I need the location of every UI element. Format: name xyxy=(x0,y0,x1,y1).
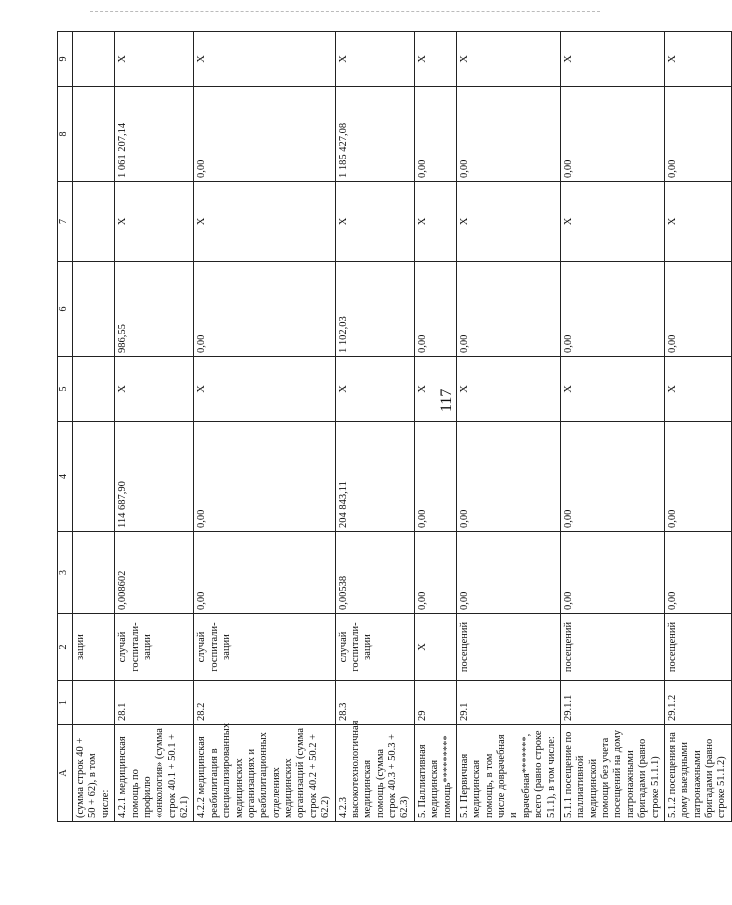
col5-cell: X xyxy=(194,357,335,422)
header-cell: 8 xyxy=(58,87,73,182)
col6-cell: 0,00 xyxy=(560,262,664,357)
row-number-cell: 29.1 xyxy=(456,681,560,725)
col5-cell: X xyxy=(456,357,560,422)
page-number: 117 xyxy=(438,388,455,412)
row-number-cell: 28.2 xyxy=(194,681,335,725)
col7-cell: X xyxy=(414,182,456,262)
header-cell: 9 xyxy=(58,32,73,87)
rotated-table-container xyxy=(57,32,728,822)
row-name-cell: 4.2.1 медицинская помощь по профилю «онкология» (сумма строк 40.1 + 50.1 + 62.1) xyxy=(115,725,194,822)
col9-cell: X xyxy=(664,32,731,87)
table-row xyxy=(194,32,335,822)
col9-cell: X xyxy=(115,32,194,87)
cost-cell: 0,00 xyxy=(456,422,560,532)
col6-cell: 0,00 xyxy=(664,262,731,357)
table-row xyxy=(456,32,560,822)
table-row xyxy=(335,32,414,822)
row-name-cell: 5.1 Первичная медицинская помощь, в том числе доврачебная и врачебная*******, всего (равно строке 51.1), в том числе: xyxy=(456,725,560,822)
cost-cell xyxy=(73,422,115,532)
row-name-cell: 4.2.2 медицинская реабилитация в специализированных медицинских организациях и реабилитационных отделениях медицинских организаций (сумма строк 40.2 + 50.2 + 62.2) xyxy=(194,725,335,822)
col6-cell: 986,55 xyxy=(115,262,194,357)
col5-cell: X xyxy=(664,357,731,422)
header-cell: 1 xyxy=(58,681,73,725)
table-row xyxy=(664,32,731,822)
col8-cell: 0,00 xyxy=(456,87,560,182)
col7-cell: X xyxy=(194,182,335,262)
table-row xyxy=(115,32,194,822)
col8-cell: 1 185 427,08 xyxy=(335,87,414,182)
col6-cell xyxy=(73,262,115,357)
unit-cell: посещений xyxy=(560,614,664,681)
table-row xyxy=(560,32,664,822)
row-number-cell: 28.1 xyxy=(115,681,194,725)
cost-cell: 204 843,11 xyxy=(335,422,414,532)
col9-cell: X xyxy=(560,32,664,87)
col6-cell: 1 102,03 xyxy=(335,262,414,357)
table-header-row xyxy=(58,32,73,822)
unit-cell: случай госпитали-зации xyxy=(115,614,194,681)
col7-cell xyxy=(73,182,115,262)
col6-cell: 0,00 xyxy=(194,262,335,357)
row-name-cell: 5.1.2 посещения на дому выездными патронажными бригадами (равно строке 51.1.2) xyxy=(664,725,731,822)
col7-cell: X xyxy=(335,182,414,262)
header-cell: 7 xyxy=(58,182,73,262)
col5-cell: X xyxy=(115,357,194,422)
col8-cell: 0,00 xyxy=(560,87,664,182)
coef-cell: 0,00 xyxy=(456,532,560,614)
row-number-cell: 29.1.1 xyxy=(560,681,664,725)
header-cell: 5 xyxy=(58,357,73,422)
row-name-cell: 5. Паллиативная медицинская помощь********* xyxy=(414,725,456,822)
row-number-cell: 28.3 xyxy=(335,681,414,725)
col9-cell: X xyxy=(335,32,414,87)
cost-cell: 114 687,90 xyxy=(115,422,194,532)
coef-cell: 0,00538 xyxy=(335,532,414,614)
table-row xyxy=(414,32,456,822)
col9-cell: X xyxy=(456,32,560,87)
header-cell: 3 xyxy=(58,532,73,614)
unit-cell: случай госпитали-зации xyxy=(194,614,335,681)
unit-cell: случай госпитали-зации xyxy=(335,614,414,681)
unit-cell: зации xyxy=(73,614,115,681)
row-number-cell: 29 xyxy=(414,681,456,725)
unit-cell: X xyxy=(414,614,456,681)
unit-cell: посещений xyxy=(664,614,731,681)
col8-cell: 0,00 xyxy=(414,87,456,182)
header-cell: 4 xyxy=(58,422,73,532)
col9-cell: X xyxy=(194,32,335,87)
col7-cell: X xyxy=(456,182,560,262)
data-table xyxy=(57,31,732,822)
col9-cell xyxy=(73,32,115,87)
col5-cell: X xyxy=(414,357,456,422)
header-cell: A xyxy=(58,725,73,822)
coef-cell: 0,00 xyxy=(414,532,456,614)
col6-cell: 0,00 xyxy=(456,262,560,357)
col5-cell: X xyxy=(335,357,414,422)
row-number-cell: 29.1.2 xyxy=(664,681,731,725)
cost-cell: 0,00 xyxy=(664,422,731,532)
row-number-cell xyxy=(73,681,115,725)
cost-cell: 0,00 xyxy=(414,422,456,532)
scan-artifact-line xyxy=(90,11,600,12)
coef-cell xyxy=(73,532,115,614)
coef-cell: 0,00 xyxy=(560,532,664,614)
unit-cell: посещений xyxy=(456,614,560,681)
cost-cell: 0,00 xyxy=(560,422,664,532)
table-body xyxy=(58,32,732,822)
col8-cell: 0,00 xyxy=(194,87,335,182)
col8-cell: 1 061 207,14 xyxy=(115,87,194,182)
col7-cell: X xyxy=(560,182,664,262)
row-name-cell: 4.2.3 высокотехнологичная медицинская помощь (сумма строк 40.3 + 50.3 + 62.3) xyxy=(335,725,414,822)
coef-cell: 0,00 xyxy=(664,532,731,614)
col6-cell: 0,00 xyxy=(414,262,456,357)
col7-cell: X xyxy=(115,182,194,262)
row-name-cell: 5.1.1 посещение по паллиативной медицинской помощи без учета посещений на дому патронажными бригадами (равно строке 51.1.1) xyxy=(560,725,664,822)
col8-cell: 0,00 xyxy=(664,87,731,182)
table-row xyxy=(73,32,115,822)
header-cell: 2 xyxy=(58,614,73,681)
col5-cell: X xyxy=(560,357,664,422)
col8-cell xyxy=(73,87,115,182)
cost-cell: 0,00 xyxy=(194,422,335,532)
col5-cell xyxy=(73,357,115,422)
coef-cell: 0,008602 xyxy=(115,532,194,614)
header-cell: 6 xyxy=(58,262,73,357)
col7-cell: X xyxy=(664,182,731,262)
col9-cell: X xyxy=(414,32,456,87)
row-name-cell: (сумма строк 40 + 50 + 62), в том числе: xyxy=(73,725,115,822)
coef-cell: 0,00 xyxy=(194,532,335,614)
